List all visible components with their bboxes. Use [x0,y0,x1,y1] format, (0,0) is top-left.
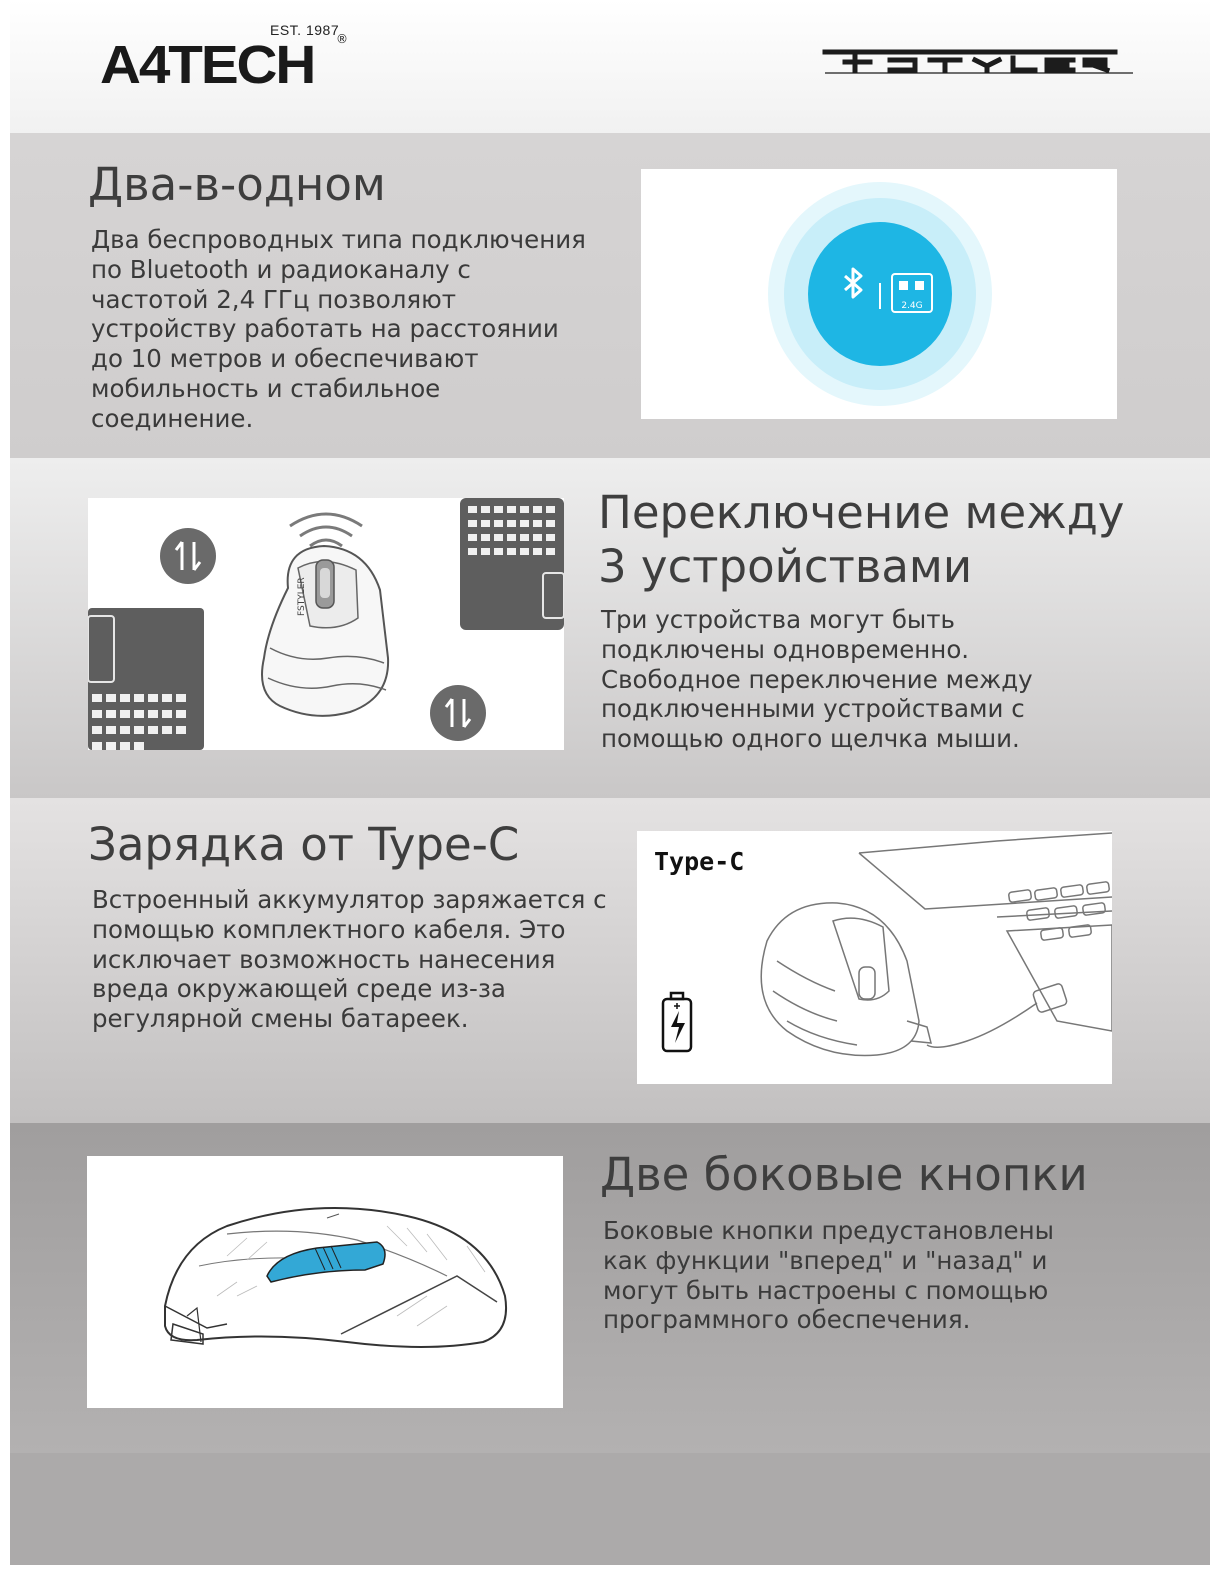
side-buttons-image [87,1156,563,1408]
footer-band [10,1453,1210,1565]
section-title: Переключение между 3 устройствами [598,486,1125,593]
logo-wordmark: A4TECH [100,35,315,95]
section-title: Две боковые кнопки [600,1148,1088,1201]
bluetooth-dongle-icon [641,169,1117,419]
mouse-label: FSTYLER [297,577,307,616]
section-text: Встроенный аккумулятор заряжается с помощью комплектного кабеля. Это исключает возможность нанесения вреда окружающей среде из-за регулярной смены батареек. [92,885,607,1034]
section-title: Два-в-одном [88,158,386,211]
header [10,0,1210,133]
dongle-badge: 2.4G [901,301,923,311]
type-c-label: Type-C [654,847,745,876]
section-text: Боковые кнопки предустановлены как функции "вперед" и "назад" и могут быть настроены с помощью программного обеспечения. [603,1216,1054,1335]
section-title: Зарядка от Type-C [88,818,520,871]
section-text: Три устройства могут быть подключены одновременно. Свободное переключение между подключенными устройствами с помощью одного щелчка мыши. [601,605,1033,754]
side-buttons-mouse-icon [87,1156,563,1408]
type-c-image [637,831,1112,1084]
logo-est: EST. 1987 [270,22,340,38]
logo-registered: ® [336,32,348,46]
a4tech-logo [100,20,360,95]
wireless-image [641,169,1117,419]
section-text: Два беспроводных типа подключения по Bluetooth и радиоканалу с частотой 2,4 ГГц позволяют устройству работать на расстоянии до 10 метров и обеспечивают мобильность и стабильное соединение. [91,225,586,433]
fstyler-logo [815,40,1135,80]
multi-device-image [88,498,564,750]
mouse-devices-switch-icon [88,498,564,750]
